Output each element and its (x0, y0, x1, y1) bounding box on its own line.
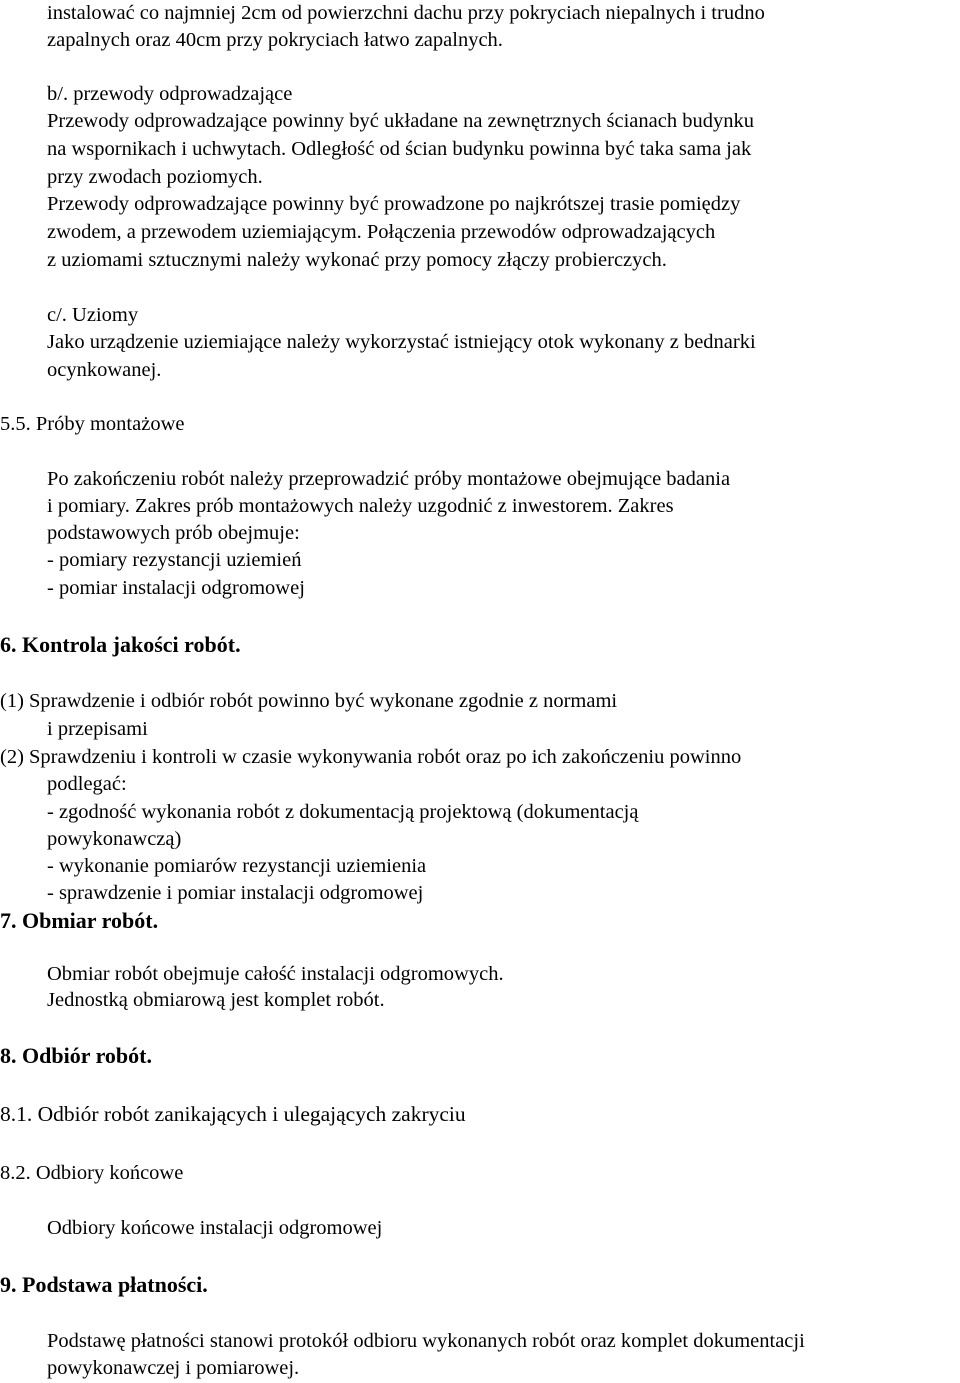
section-9-line-1: Podstawę płatności stanowi protokół odbioru wykonanych robót oraz komplet dokumentacji (47, 1330, 805, 1352)
section-9-heading: 9. Podstawa płatności. (0, 1272, 208, 1297)
section-6-item-2-line-2: podlegać: (47, 773, 127, 795)
intro-line-2: zapalnych oraz 40cm przy pokryciach łatwo zapalnych. (47, 29, 503, 51)
section-c-heading: c/. Uziomy (47, 304, 139, 326)
section-b-line-6: z uziomami sztucznymi należy wykonać przy pomocy złączy probierczych. (47, 249, 667, 271)
section-5-5-heading: 5.5. Próby montażowe (0, 413, 185, 435)
section-5-5-line-1: Po zakończeniu robót należy przeprowadzić próby montażowe obejmujące badania (47, 468, 731, 490)
section-5-5-line-4: - pomiary rezystancji uziemień (47, 549, 302, 571)
section-8-heading: 8. Odbiór robót. (0, 1043, 152, 1068)
section-7-line-2: Jednostką obmiarową jest komplet robót. (47, 989, 385, 1011)
section-c-line-1: Jako urządzenie uziemiające należy wykorzystać istniejący otok wykonany z bednarki (47, 331, 756, 353)
section-6-item-2-line-3: - zgodność wykonania robót z dokumentacją projektową (dokumentacją (47, 801, 639, 823)
section-5-5-line-3: podstawowych prób obejmuje: (47, 522, 300, 544)
section-b-line-1: Przewody odprowadzające powinny być układane na zewnętrznych ścianach budynku (47, 110, 754, 132)
section-7-heading: 7. Obmiar robót. (0, 908, 159, 933)
section-7-line-1: Obmiar robót obejmuje całość instalacji odgromowych. (47, 963, 504, 985)
section-6-heading: 6. Kontrola jakości robót. (0, 632, 241, 657)
intro-line-1: instalować co najmniej 2cm od powierzchni dachu przy pokryciach niepalnych i trudno (47, 2, 765, 24)
section-6-item-2-line-6: - sprawdzenie i pomiar instalacji odgromowej (47, 882, 424, 904)
section-6-item-2-line-4: powykonawczą) (47, 828, 182, 850)
section-8-2-text: Odbiory końcowe instalacji odgromowej (47, 1217, 383, 1239)
section-6-item-2-line-5: - wykonanie pomiarów rezystancji uziemienia (47, 855, 427, 877)
section-b-heading: b/. przewody odprowadzające (47, 83, 293, 105)
section-8-1-heading: 8.1. Odbiór robót zanikających i ulegających zakryciu (0, 1102, 466, 1126)
section-5-5-line-2: i pomiary. Zakres prób montażowych należy uzgodnić z inwestorem. Zakres (47, 495, 674, 517)
section-b-line-2: na wspornikach i uchwytach. Odległość od ścian budynku powinna być taka sama jak (47, 138, 752, 160)
section-6-item-2-line-1: (2) Sprawdzeniu i kontroli w czasie wykonywania robót oraz po ich zakończeniu powinno (0, 746, 742, 768)
section-c-line-2: ocynkowanej. (47, 359, 162, 381)
section-6-item-1-line-2: i przepisami (47, 718, 148, 740)
section-b-line-5: zwodem, a przewodem uziemiającym. Połączenia przewodów odprowadzających (47, 221, 716, 243)
section-8-2-heading: 8.2. Odbiory końcowe (0, 1162, 184, 1184)
section-b-line-3: przy zwodach poziomych. (47, 166, 263, 188)
section-b-line-4: Przewody odprowadzające powinny być prowadzone po najkrótszej trasie pomiędzy (47, 193, 741, 215)
section-6-item-1-line-1: (1) Sprawdzenie i odbiór robót powinno być wykonane zgodnie z normami (0, 690, 618, 712)
section-9-line-2: powykonawczej i pomiarowej. (47, 1357, 300, 1379)
section-5-5-line-5: - pomiar instalacji odgromowej (47, 577, 305, 599)
